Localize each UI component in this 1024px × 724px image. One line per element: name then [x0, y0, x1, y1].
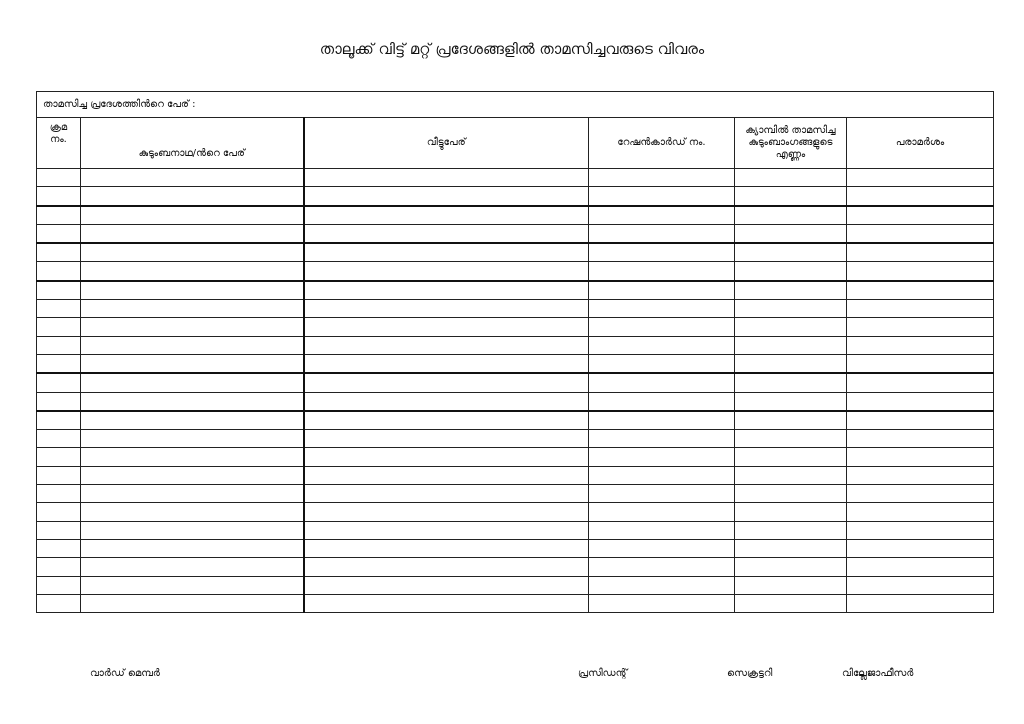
table-cell[interactable]	[735, 521, 847, 539]
table-cell[interactable]	[304, 392, 589, 411]
table-cell[interactable]	[37, 485, 81, 503]
column-header-remarks: പരാമർശം	[847, 118, 994, 169]
table-cell[interactable]	[847, 169, 994, 187]
table-cell[interactable]	[847, 539, 994, 557]
table-cell[interactable]	[847, 448, 994, 466]
table-cell[interactable]	[735, 576, 847, 594]
table-row	[37, 594, 994, 612]
table-cell[interactable]	[81, 485, 304, 503]
table-cell[interactable]	[81, 521, 304, 539]
table-row	[37, 243, 994, 262]
data-table	[36, 91, 994, 613]
table-cell[interactable]	[847, 354, 994, 373]
table-cell[interactable]	[81, 392, 304, 411]
table-cell[interactable]	[847, 485, 994, 503]
table-row	[37, 373, 994, 392]
column-header-serial-no	[37, 118, 81, 169]
table-cell[interactable]	[735, 466, 847, 484]
table-row	[37, 169, 994, 187]
table-cell[interactable]	[81, 466, 304, 484]
table-cell[interactable]	[847, 281, 994, 300]
table-cell[interactable]	[589, 187, 735, 206]
table-cell[interactable]	[37, 430, 81, 448]
place-name-label: താമസിച്ച പ്രദേശത്തിൻറെ പേര് :	[37, 92, 994, 118]
table-cell[interactable]	[37, 392, 81, 411]
table-cell[interactable]	[304, 594, 589, 612]
table-cell[interactable]	[589, 411, 735, 430]
signature-village-officer: വില്ലേജാഫീസർ	[842, 668, 914, 679]
table-row	[37, 430, 994, 448]
table-cell[interactable]	[37, 224, 81, 243]
table-cell[interactable]	[37, 300, 81, 318]
table-cell[interactable]	[847, 558, 994, 576]
table-row	[37, 281, 994, 300]
table-cell[interactable]	[37, 558, 81, 576]
table-cell[interactable]	[589, 318, 735, 336]
table-cell[interactable]	[81, 594, 304, 612]
table-row	[37, 300, 994, 318]
document-title: താലൂക്ക് വിട്ട് മറ്റ് പ്രദേശങ്ങളിൽ താമസിച്ചവരുടെ വിവരം	[319, 40, 705, 58]
column-header-camp-member-count-line2: കുടുംബാംഗങ്ങളുടെ	[748, 137, 833, 148]
table-cell[interactable]	[81, 430, 304, 448]
table-cell[interactable]	[589, 169, 735, 187]
column-header-camp-member-count	[735, 118, 847, 169]
table-cell[interactable]	[37, 354, 81, 373]
table-cell[interactable]	[847, 392, 994, 411]
table-cell[interactable]	[735, 354, 847, 373]
table-cell[interactable]	[735, 539, 847, 557]
column-header-house-name: വീട്ടുപേര്	[304, 118, 589, 169]
table-cell[interactable]	[847, 318, 994, 336]
table-row	[37, 354, 994, 373]
table-cell[interactable]	[589, 243, 735, 262]
table-cell[interactable]	[589, 485, 735, 503]
table-cell[interactable]	[735, 594, 847, 612]
table-cell[interactable]	[589, 354, 735, 373]
table-cell[interactable]	[81, 539, 304, 557]
table-cell[interactable]	[735, 243, 847, 262]
table-cell[interactable]	[37, 576, 81, 594]
table-cell[interactable]	[81, 558, 304, 576]
table-cell[interactable]	[304, 448, 589, 466]
table-cell[interactable]	[589, 594, 735, 612]
table-cell[interactable]	[847, 430, 994, 448]
table-cell[interactable]	[81, 448, 304, 466]
table-cell[interactable]	[37, 262, 81, 281]
table-cell[interactable]	[304, 187, 589, 206]
table-cell[interactable]	[589, 281, 735, 300]
table-cell[interactable]	[37, 318, 81, 336]
table-row	[37, 411, 994, 430]
table-cell[interactable]	[735, 206, 847, 225]
table-cell[interactable]	[304, 576, 589, 594]
table-row	[37, 576, 994, 594]
table-cell[interactable]	[37, 187, 81, 206]
table-row	[37, 224, 994, 243]
table-cell[interactable]	[304, 485, 589, 503]
table-cell[interactable]	[735, 169, 847, 187]
table-cell[interactable]	[589, 300, 735, 318]
table-cell[interactable]	[304, 336, 589, 354]
table-cell[interactable]	[37, 281, 81, 300]
table-cell[interactable]	[589, 392, 735, 411]
signature-president: പ്രസിഡന്റ്	[578, 668, 628, 679]
table-cell[interactable]	[81, 411, 304, 430]
table-cell[interactable]	[735, 300, 847, 318]
table-cell[interactable]	[37, 448, 81, 466]
table-cell[interactable]	[37, 539, 81, 557]
table-cell[interactable]	[735, 187, 847, 206]
table-cell[interactable]	[304, 503, 589, 521]
table-cell[interactable]	[589, 336, 735, 354]
table-cell[interactable]	[735, 336, 847, 354]
table-cell[interactable]	[37, 243, 81, 262]
table-row	[37, 466, 994, 484]
place-row	[37, 92, 994, 118]
table-cell[interactable]	[847, 206, 994, 225]
table-cell[interactable]	[304, 224, 589, 243]
table-cell[interactable]	[81, 300, 304, 318]
table-cell[interactable]	[589, 576, 735, 594]
table-cell[interactable]	[81, 373, 304, 392]
table-cell[interactable]	[304, 411, 589, 430]
column-header-ration-card-no: റേഷൻകാർഡ് നം.	[589, 118, 735, 169]
table-cell[interactable]	[37, 169, 81, 187]
table-cell[interactable]	[847, 466, 994, 484]
table-cell[interactable]	[735, 373, 847, 392]
column-header-serial-no-line1: ക്രമ	[49, 122, 68, 133]
table-cell[interactable]	[589, 206, 735, 225]
table-cell[interactable]	[847, 503, 994, 521]
table-cell[interactable]	[81, 354, 304, 373]
table-row	[37, 392, 994, 411]
table-cell[interactable]	[81, 262, 304, 281]
table-cell[interactable]	[735, 281, 847, 300]
table-cell[interactable]	[304, 281, 589, 300]
table-cell[interactable]	[847, 576, 994, 594]
table-cell[interactable]	[81, 318, 304, 336]
table-cell[interactable]	[589, 430, 735, 448]
table-cell[interactable]	[81, 243, 304, 262]
table-cell[interactable]	[304, 354, 589, 373]
table-row	[37, 503, 994, 521]
table-header-row	[37, 118, 994, 169]
table-cell[interactable]	[589, 521, 735, 539]
column-header-family-head-name: കുടുംബനാഥ/ൻറെ പേര്	[81, 118, 304, 169]
table-cell[interactable]	[735, 262, 847, 281]
table-cell[interactable]	[589, 448, 735, 466]
table-row	[37, 206, 994, 225]
table-cell[interactable]	[37, 594, 81, 612]
table-cell[interactable]	[304, 169, 589, 187]
table-cell[interactable]	[735, 485, 847, 503]
table-cell[interactable]	[735, 430, 847, 448]
table-cell[interactable]	[589, 224, 735, 243]
table-cell[interactable]	[589, 373, 735, 392]
table-cell[interactable]	[847, 336, 994, 354]
table-cell[interactable]	[304, 318, 589, 336]
table-body	[37, 169, 994, 613]
table-cell[interactable]	[847, 224, 994, 243]
table-cell[interactable]	[304, 373, 589, 392]
table-row	[37, 262, 994, 281]
table-row	[37, 539, 994, 557]
table-cell[interactable]	[735, 392, 847, 411]
signature-ward-member: വാർഡ് മെമ്പർ	[90, 668, 160, 679]
table-cell[interactable]	[304, 206, 589, 225]
column-header-serial-no-line2: നം.	[50, 134, 67, 145]
table-cell[interactable]	[81, 169, 304, 187]
table-cell[interactable]	[304, 558, 589, 576]
table-row	[37, 485, 994, 503]
table-cell[interactable]	[37, 336, 81, 354]
table-cell[interactable]	[81, 206, 304, 225]
column-header-camp-member-count-line3: എണ്ണം	[775, 149, 806, 160]
table-cell[interactable]	[847, 521, 994, 539]
table-cell[interactable]	[304, 262, 589, 281]
signature-secretary: സെക്രട്ടറി	[727, 668, 773, 679]
table-cell[interactable]	[847, 411, 994, 430]
table-cell[interactable]	[37, 466, 81, 484]
table-cell[interactable]	[304, 521, 589, 539]
table-cell[interactable]	[589, 503, 735, 521]
table-row	[37, 318, 994, 336]
table-cell[interactable]	[304, 466, 589, 484]
table-cell[interactable]	[81, 224, 304, 243]
table-cell[interactable]	[37, 206, 81, 225]
table-cell[interactable]	[37, 521, 81, 539]
table-row	[37, 558, 994, 576]
table-cell[interactable]	[735, 224, 847, 243]
table-cell[interactable]	[735, 448, 847, 466]
table-cell[interactable]	[847, 262, 994, 281]
table-cell[interactable]	[589, 539, 735, 557]
table-cell[interactable]	[304, 243, 589, 262]
table-cell[interactable]	[735, 318, 847, 336]
table-row	[37, 187, 994, 206]
table-cell[interactable]	[589, 558, 735, 576]
table-cell[interactable]	[304, 300, 589, 318]
table-cell[interactable]	[735, 411, 847, 430]
table-cell[interactable]	[81, 281, 304, 300]
table-cell[interactable]	[735, 558, 847, 576]
table-cell[interactable]	[589, 262, 735, 281]
table-cell[interactable]	[847, 300, 994, 318]
table-row	[37, 448, 994, 466]
table-cell[interactable]	[81, 187, 304, 206]
table-cell[interactable]	[847, 373, 994, 392]
table-cell[interactable]	[304, 430, 589, 448]
table-cell[interactable]	[847, 187, 994, 206]
table-cell[interactable]	[37, 503, 81, 521]
table-cell[interactable]	[81, 576, 304, 594]
table-cell[interactable]	[735, 503, 847, 521]
table-cell[interactable]	[847, 594, 994, 612]
table-cell[interactable]	[81, 336, 304, 354]
table-cell[interactable]	[847, 243, 994, 262]
table-cell[interactable]	[37, 373, 81, 392]
column-header-camp-member-count-line1: ക്യാമ്പിൽ താമസിച്ച	[745, 125, 836, 136]
table-row	[37, 521, 994, 539]
table-row	[37, 336, 994, 354]
table-cell[interactable]	[81, 503, 304, 521]
table-cell[interactable]	[37, 411, 81, 430]
table-cell[interactable]	[304, 539, 589, 557]
table-cell[interactable]	[589, 466, 735, 484]
